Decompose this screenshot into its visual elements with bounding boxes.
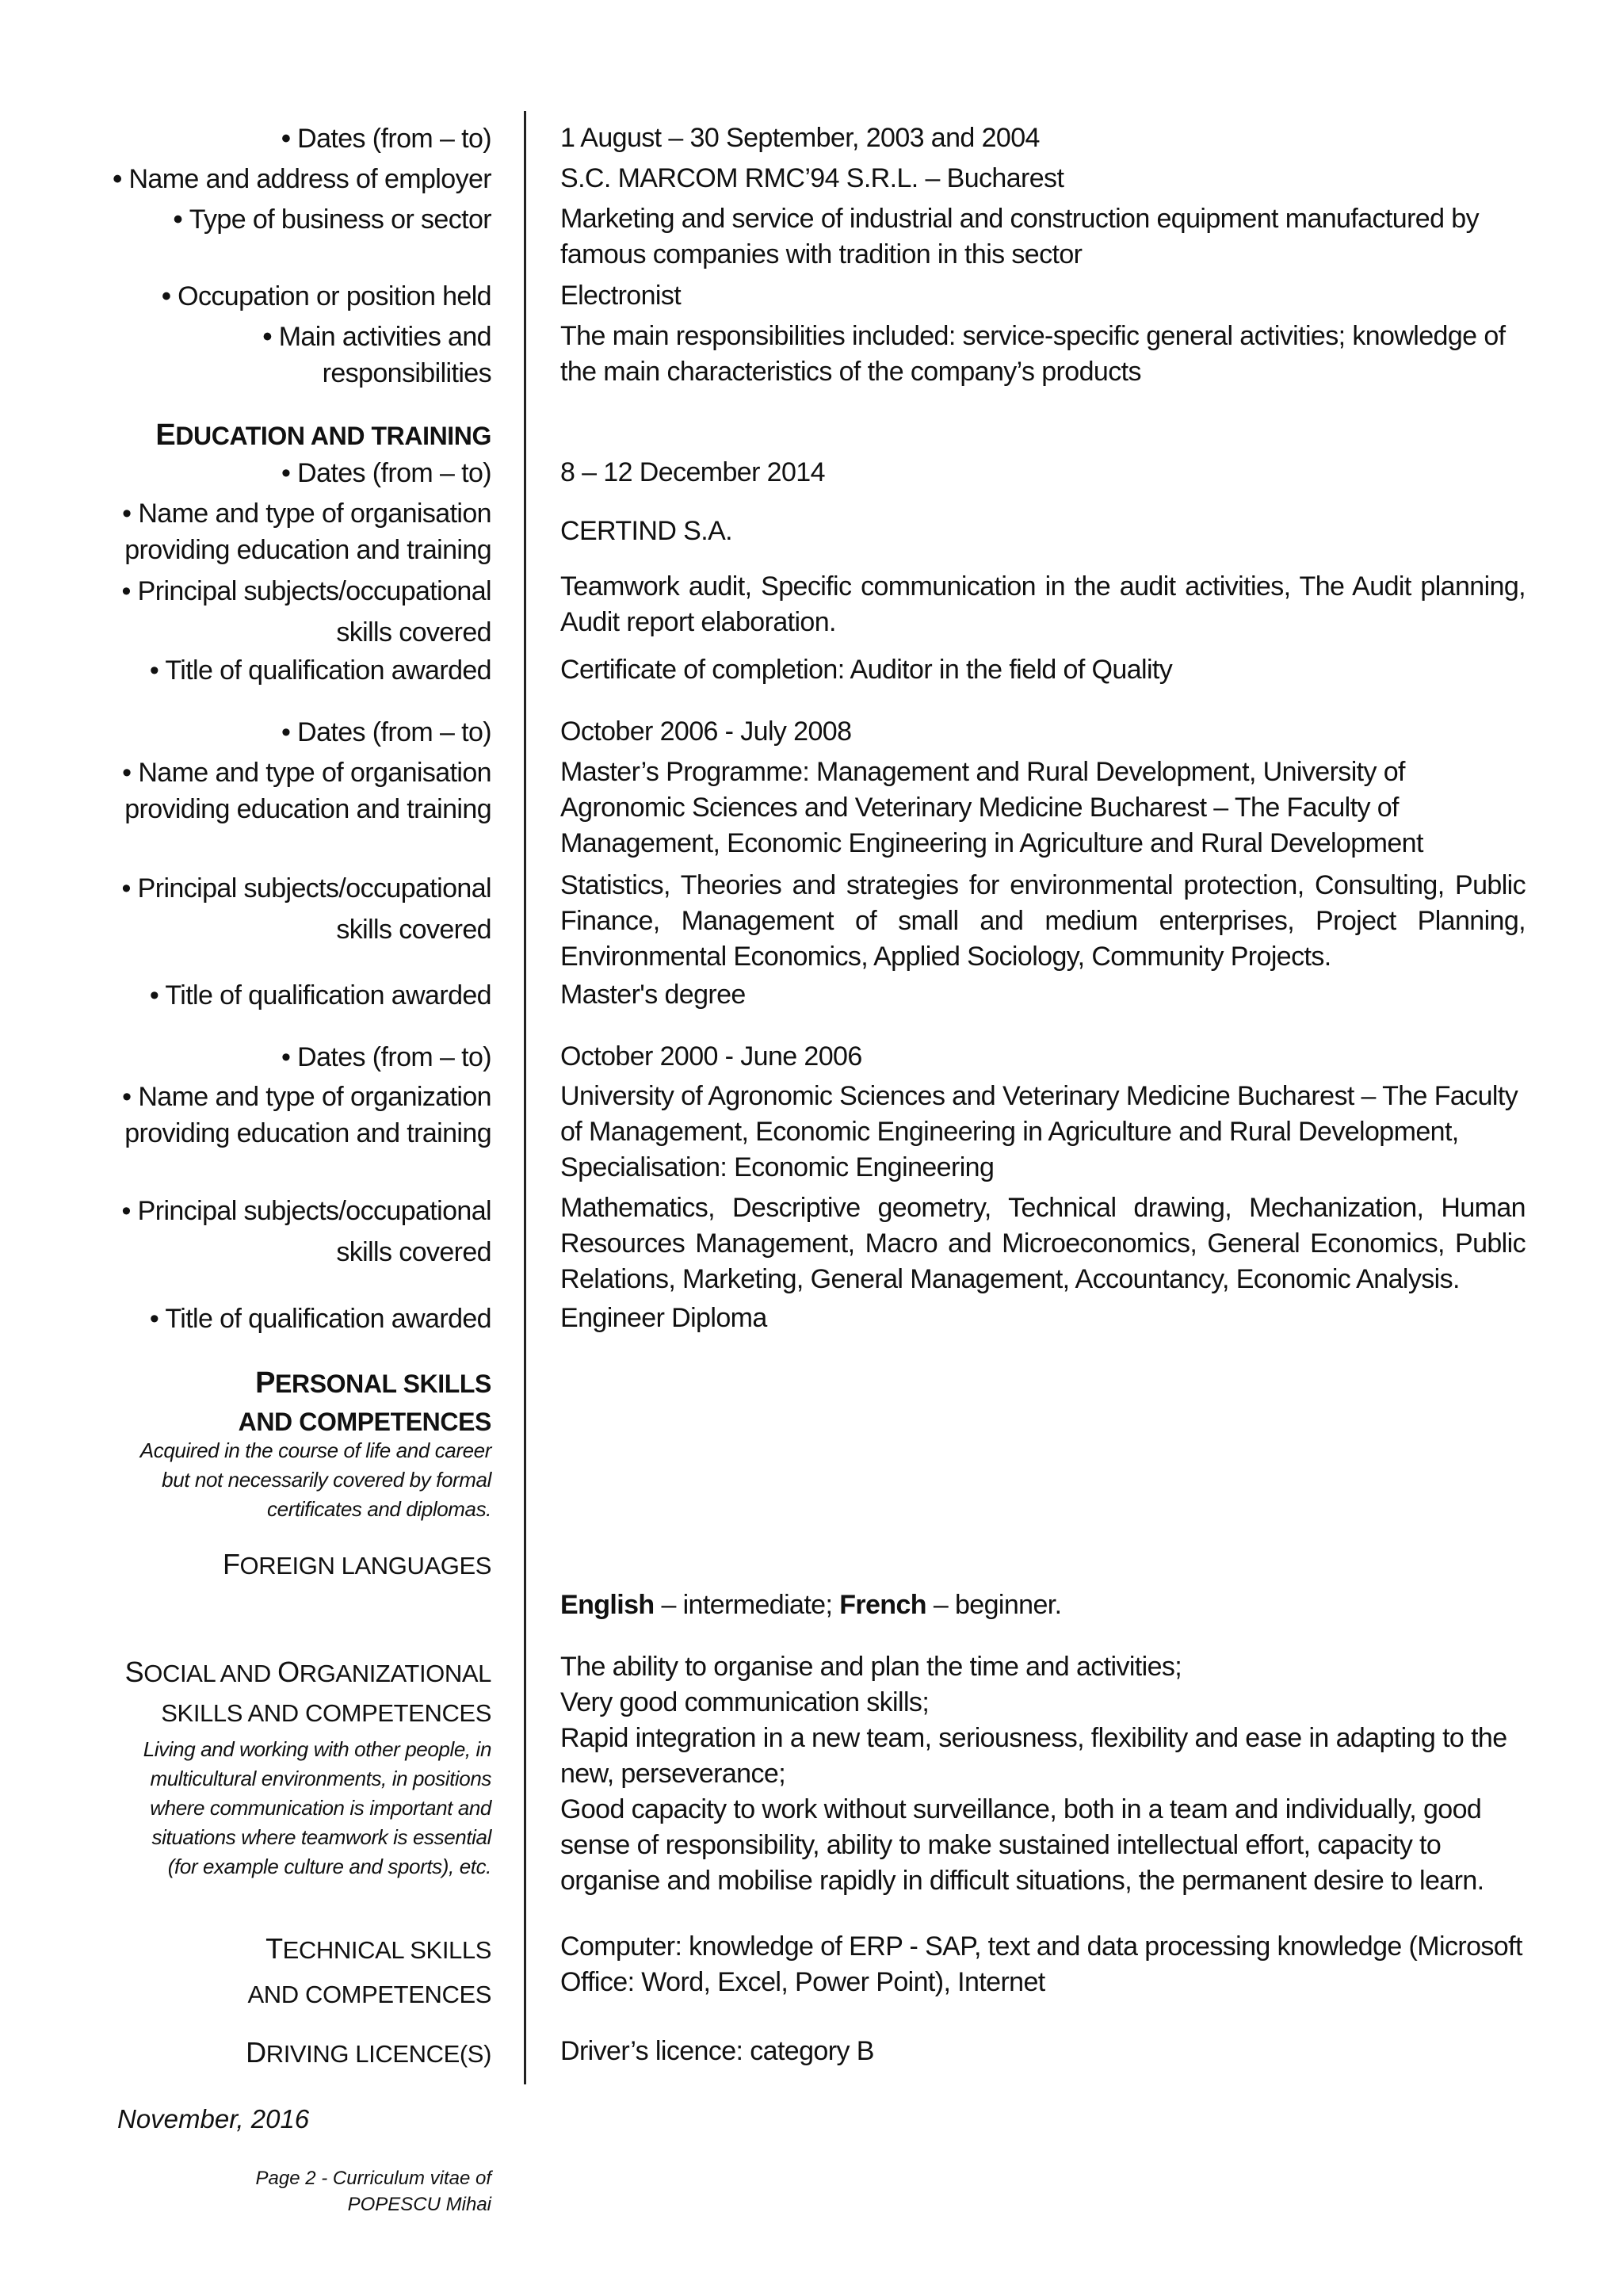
driving-licence-label: DRIVING LICENCE(S) — [246, 2036, 491, 2069]
activities-value: The main responsibilities included: service-specific general activities; knowledge of the main characteristics of the company’s products — [560, 321, 1506, 387]
edu3-title-value: Engineer Diploma — [560, 1303, 767, 1333]
occupation-value: Electronist — [560, 281, 682, 311]
edu3-org-label: • Name and type of organization providing education and training — [122, 1082, 491, 1148]
business-value: Marketing and service of industrial and construction equipment manufactured by famous companies with tradition in this sector — [560, 204, 1479, 269]
technical-skills-label: TECHNICAL SKILLS AND COMPETENCES — [247, 1932, 491, 2008]
edu3-subjects-label: • Principal subjects/occupational skills covered — [121, 1196, 491, 1267]
edu1-subjects-label: • Principal subjects/occupational skills covered — [121, 576, 491, 648]
edu2-org-value: Master’s Programme: Management and Rural Development, University of Agronomic Sciences and Veterinary Medicine Bucharest – The Faculty of Management, Economic Engineering in Agriculture and Rural Development — [560, 757, 1423, 858]
foreign-languages-label: FOREIGN LANGUAGES — [222, 1548, 491, 1580]
edu1-org-label: • Name and type of organisation providing education and training — [122, 499, 491, 565]
social-skills-value-1: The ability to organise and plan the time and activities; — [560, 1652, 1182, 1682]
cv-date: November, 2016 — [117, 2104, 310, 2134]
edu1-org-value: CERTIND S.A. — [560, 516, 732, 546]
technical-skills-value: Computer: knowledge of ERP - SAP, text and data processing knowledge (Microsoft Office: Word, Excel, Power Point), Internet — [560, 1931, 1522, 1997]
edu1-title-value: Certificate of completion: Auditor in the field of Quality — [560, 655, 1173, 685]
business-label: • Type of business or sector — [173, 204, 491, 235]
social-skills-value-3: Rapid integration in a new team, seriousness, flexibility and ease in adapting to the new, perseverance; — [560, 1723, 1507, 1789]
activities-label: • Main activities and responsibilities — [262, 322, 491, 388]
employer-value: S.C. MARCOM RMC’94 S.R.L. – Bucharest — [560, 163, 1064, 193]
edu3-dates-value: October 2000 - June 2006 — [560, 1041, 862, 1072]
occupation-label: • Occupation or position held — [162, 281, 491, 311]
edu3-dates-label: • Dates (from – to) — [281, 1042, 491, 1072]
edu1-dates-value: 8 – 12 December 2014 — [560, 457, 825, 487]
edu1-subjects-value: Teamwork audit, Specific communication in the audit activities, The Audit planning, Audit report elaboration. — [560, 571, 1526, 637]
driving-licence-value: Driver’s licence: category B — [560, 2036, 874, 2066]
edu3-title-label: • Title of qualification awarded — [149, 1304, 491, 1334]
edu2-dates-label: • Dates (from – to) — [281, 717, 491, 747]
edu2-org-label: • Name and type of organisation providing education and training — [122, 758, 491, 824]
employer-label: • Name and address of employer — [113, 164, 491, 194]
personal-skills-note: Acquired in the course of life and career but not necessarily covered by formal certificates and diplomas. — [139, 1438, 491, 1521]
edu3-subjects-value: Mathematics, Descriptive geometry, Technical drawing, Mechanization, Human Resources Management, Macro and Microeconomics, General Economics, Public Relations, Marketing, General Management, Accountancy, Economic Analysis. — [560, 1193, 1526, 1294]
edu2-dates-value: October 2006 - July 2008 — [560, 716, 852, 747]
edu2-title-value: Master's degree — [560, 980, 746, 1010]
edu1-dates-label: • Dates (from – to) — [281, 458, 491, 488]
page-footer: Page 2 - Curriculum vitae of POPESCU Mihai — [255, 2168, 491, 2215]
social-skills-value-2: Very good communication skills; — [560, 1687, 930, 1717]
foreign-languages-value: English – intermediate; French – beginner. — [560, 1590, 1062, 1620]
employment-dates-value: 1 August – 30 September, 2003 and 2004 — [560, 123, 1040, 153]
social-skills-value-4: Good capacity to work without surveillance, both in a team and individually, good sense of responsibility, ability to make sustained intellectual effort, capacity to organise and mobilise rapidly in difficult situations, the permanent desire to learn. — [560, 1794, 1484, 1896]
personal-skills-heading: PERSONAL SKILLS AND COMPETENCES — [238, 1366, 491, 1436]
edu2-title-label: • Title of qualification awarded — [149, 980, 491, 1010]
edu1-title-label: • Title of qualification awarded — [149, 655, 491, 686]
column-divider — [524, 111, 526, 2084]
education-heading: EDUCATION AND TRAINING — [155, 418, 491, 452]
social-skills-label: SOCIAL AND ORGANIZATIONAL SKILLS AND COMPETENCES — [124, 1656, 491, 1727]
employment-dates-label: • Dates (from – to) — [281, 124, 491, 154]
edu2-subjects-label: • Principal subjects/occupational skills covered — [121, 873, 491, 945]
social-skills-note: Living and working with other people, in multicultural environments, in positions where communication is important and situations where teamwork is essential (for example culture and sports), etc. — [143, 1737, 491, 1878]
edu2-subjects-value: Statistics, Theories and strategies for environmental protection, Consulting, Public Finance, Management of small and medium enterprises, Project Planning, Environmental Economics, Applied Sociology, Community Projects. — [560, 870, 1526, 972]
edu3-org-value: University of Agronomic Sciences and Veterinary Medicine Bucharest – The Faculty of Management, Economic Engineering in Agriculture and Rural Development, Specialisation: Economic Engineering — [560, 1081, 1518, 1182]
